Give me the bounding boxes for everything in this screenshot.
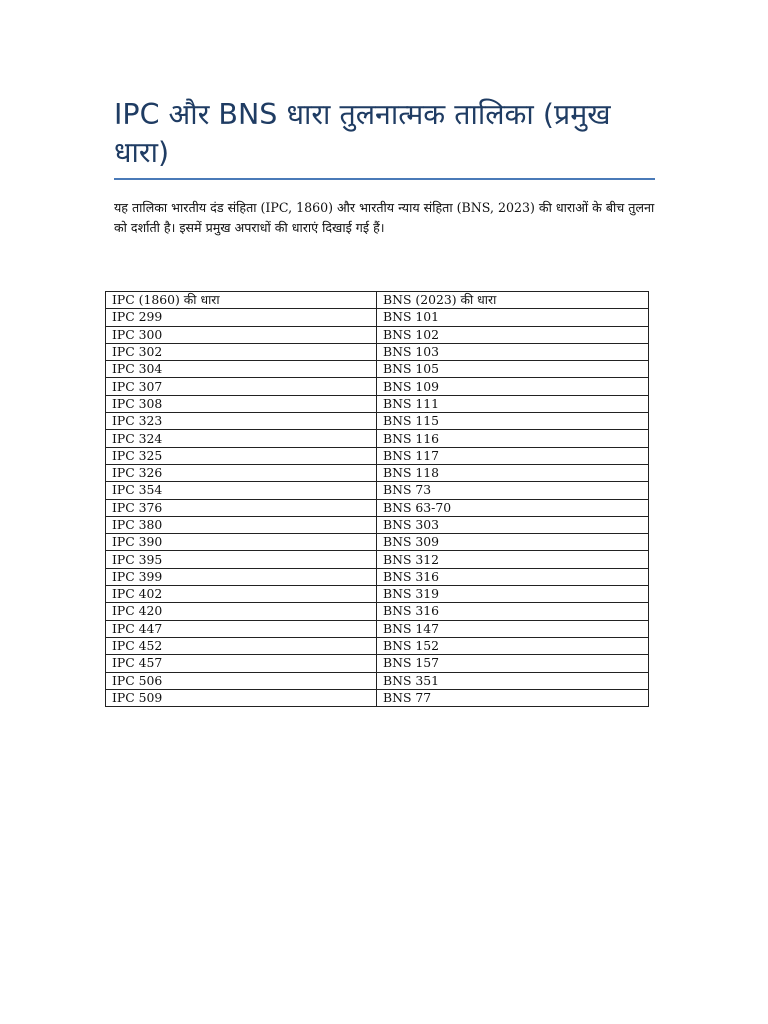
bns-section-cell: BNS 109	[377, 378, 649, 395]
table-row	[106, 430, 649, 447]
title-underline	[114, 178, 655, 180]
table-row	[106, 499, 649, 516]
ipc-section-cell: IPC 380	[106, 516, 377, 533]
ipc-section-cell: IPC 509	[106, 689, 377, 706]
bns-section-cell: BNS 102	[377, 326, 649, 343]
header-ipc-section: IPC (1860) की धारा	[106, 292, 377, 309]
bns-section-cell: BNS 115	[377, 413, 649, 430]
table-row	[106, 586, 649, 603]
table-row	[106, 689, 649, 706]
document-title: IPC और BNS धारा तुलनात्मक तालिका (प्रमुख धारा)	[114, 98, 611, 169]
table-header-row	[106, 292, 649, 309]
table-row	[106, 655, 649, 672]
ipc-section-cell: IPC 326	[106, 464, 377, 481]
comparison-table	[105, 291, 649, 707]
bns-section-cell: BNS 111	[377, 395, 649, 412]
ipc-section-cell: IPC 376	[106, 499, 377, 516]
table-row	[106, 447, 649, 464]
ipc-section-cell: IPC 302	[106, 343, 377, 360]
table-row	[106, 464, 649, 481]
ipc-section-cell: IPC 325	[106, 447, 377, 464]
table-row	[106, 343, 649, 360]
bns-section-cell: BNS 103	[377, 343, 649, 360]
ipc-section-cell: IPC 447	[106, 620, 377, 637]
table-row	[106, 672, 649, 689]
table-row	[106, 534, 649, 551]
ipc-section-cell: IPC 324	[106, 430, 377, 447]
bns-section-cell: BNS 312	[377, 551, 649, 568]
table-body	[106, 309, 649, 707]
bns-section-cell: BNS 101	[377, 309, 649, 326]
ipc-section-cell: IPC 395	[106, 551, 377, 568]
ipc-section-cell: IPC 452	[106, 637, 377, 654]
ipc-section-cell: IPC 420	[106, 603, 377, 620]
bns-section-cell: BNS 157	[377, 655, 649, 672]
ipc-section-cell: IPC 390	[106, 534, 377, 551]
header-bns-section: BNS (2023) की धारा	[377, 292, 649, 309]
bns-section-cell: BNS 309	[377, 534, 649, 551]
bns-section-cell: BNS 303	[377, 516, 649, 533]
table-row	[106, 361, 649, 378]
bns-section-cell: BNS 63-70	[377, 499, 649, 516]
ipc-section-cell: IPC 307	[106, 378, 377, 395]
ipc-section-cell: IPC 299	[106, 309, 377, 326]
ipc-section-cell: IPC 300	[106, 326, 377, 343]
bns-section-cell: BNS 117	[377, 447, 649, 464]
bns-section-cell: BNS 73	[377, 482, 649, 499]
table-row	[106, 620, 649, 637]
table-row	[106, 482, 649, 499]
bns-section-cell: BNS 77	[377, 689, 649, 706]
ipc-section-cell: IPC 304	[106, 361, 377, 378]
table-row	[106, 395, 649, 412]
table-row	[106, 637, 649, 654]
bns-section-cell: BNS 105	[377, 361, 649, 378]
ipc-section-cell: IPC 457	[106, 655, 377, 672]
bns-section-cell: BNS 152	[377, 637, 649, 654]
table-row	[106, 551, 649, 568]
table-row	[106, 309, 649, 326]
bns-section-cell: BNS 319	[377, 586, 649, 603]
table-row	[106, 326, 649, 343]
table-row	[106, 603, 649, 620]
bns-section-cell: BNS 116	[377, 430, 649, 447]
ipc-section-cell: IPC 354	[106, 482, 377, 499]
table-row	[106, 516, 649, 533]
bns-section-cell: BNS 118	[377, 464, 649, 481]
table-row	[106, 378, 649, 395]
ipc-section-cell: IPC 402	[106, 586, 377, 603]
bns-section-cell: BNS 316	[377, 603, 649, 620]
ipc-section-cell: IPC 399	[106, 568, 377, 585]
comparison-table-container	[105, 291, 648, 707]
ipc-section-cell: IPC 506	[106, 672, 377, 689]
table-row	[106, 568, 649, 585]
bns-section-cell: BNS 351	[377, 672, 649, 689]
table-row	[106, 413, 649, 430]
document-page	[114, 0, 655, 251]
ipc-section-cell: IPC 308	[106, 395, 377, 412]
intro-paragraph: यह तालिका भारतीय दंड संहिता (IPC, 1860) और भारतीय न्याय संहिता (BNS, 2023) की धाराओं के बीच तुलना को दर्शाती है। इसमें प्रमुख अपराधों की धाराएं दिखाई गई हैं।	[114, 200, 655, 235]
bns-section-cell: BNS 316	[377, 568, 649, 585]
ipc-section-cell: IPC 323	[106, 413, 377, 430]
bns-section-cell: BNS 147	[377, 620, 649, 637]
